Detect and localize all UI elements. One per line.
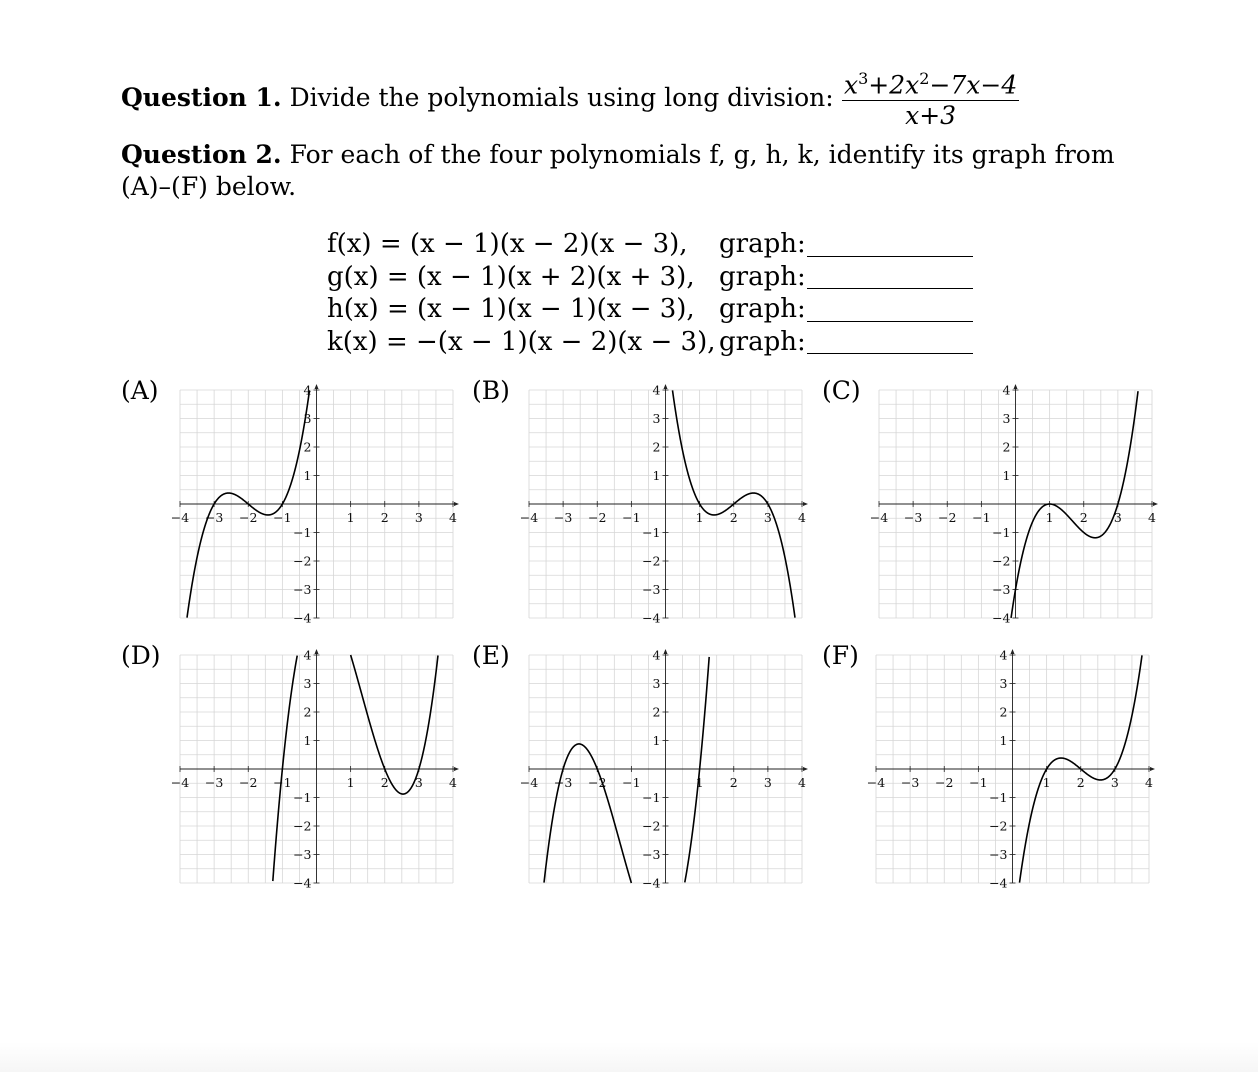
question-2-text: For each of the four polynomials f, g, h, k, identify its graph from (A)–(F) below. (121, 140, 1115, 201)
x-tick-label: 4 (1148, 510, 1156, 525)
equation-row-h (327, 293, 973, 326)
x-tick-label: −1 (273, 510, 292, 525)
x-tick-label: 3 (763, 510, 772, 525)
x-tick-label: 3 (1110, 775, 1119, 790)
y-tick-label: −1 (293, 525, 312, 540)
polynomial-curve (544, 657, 709, 883)
answer-blank-k[interactable] (807, 329, 973, 354)
x-tick-label: −2 (239, 510, 258, 525)
x-tick-label: −2 (239, 775, 258, 790)
x-axis-arrow (803, 767, 808, 771)
x-axis-arrow (454, 502, 459, 506)
fraction-denominator: x+3 (905, 101, 957, 131)
x-tick-label: −1 (622, 510, 641, 525)
y-tick-label: −2 (989, 818, 1008, 834)
y-tick-label: 3 (652, 411, 661, 426)
x-tick-label: −2 (588, 510, 607, 525)
plot-area (171, 383, 459, 626)
x-tick-label: −1 (622, 775, 641, 790)
y-tick-label: 3 (303, 411, 312, 426)
graph-label: graph: (719, 326, 806, 357)
equation-row-g (327, 261, 973, 294)
y-tick-label: 4 (999, 647, 1008, 663)
x-tick-label: −3 (903, 510, 923, 525)
y-tick-label: 2 (1002, 439, 1011, 455)
y-tick-label: 1 (652, 468, 661, 483)
polynomial-curve (1011, 391, 1138, 618)
graph-e (519, 645, 815, 895)
graph-d (170, 645, 466, 895)
x-axis-arrow (803, 502, 808, 506)
y-tick-label: −2 (992, 553, 1011, 569)
y-tick-label: −4 (989, 875, 1008, 891)
y-tick-label: −4 (293, 875, 312, 891)
y-tick-label: −3 (293, 847, 312, 862)
y-tick-label: −1 (992, 525, 1011, 540)
equation-row-f (327, 228, 973, 261)
answer-blank-h[interactable] (807, 297, 973, 322)
y-tick-label: −3 (642, 847, 661, 862)
equation-row-k (327, 326, 973, 359)
x-tick-label: 2 (1076, 775, 1085, 790)
x-tick-label: 2 (729, 775, 738, 790)
y-tick-label: −1 (642, 790, 661, 805)
x-tick-label: −3 (553, 775, 573, 790)
plot-area (867, 648, 1155, 891)
graph-a (170, 380, 466, 630)
question-2 (121, 139, 1166, 203)
plot-area (520, 383, 808, 626)
y-axis-arrow (315, 384, 319, 389)
graph-c (869, 380, 1165, 630)
graph-label-c: (C) (822, 376, 861, 405)
answer-blank-g[interactable] (807, 264, 973, 289)
y-tick-label: 1 (1002, 468, 1011, 483)
y-tick-label: −2 (293, 553, 312, 569)
x-tick-label: 4 (449, 775, 457, 790)
x-tick-label: 4 (798, 775, 806, 790)
x-tick-label: 1 (695, 775, 704, 790)
x-axis-arrow (1153, 502, 1158, 506)
equation-g: g(x) = (x − 1)(x + 2)(x + 3), (327, 261, 695, 292)
y-tick-label: 3 (652, 676, 661, 691)
y-tick-label: 3 (1002, 411, 1011, 426)
y-tick-label: 1 (999, 733, 1008, 748)
y-tick-label: 2 (303, 704, 312, 720)
fraction-numerator: $x^3+2x^2-7x-4$ (842, 64, 1019, 101)
x-tick-label: 2 (380, 775, 389, 790)
y-tick-label: −4 (642, 610, 661, 626)
x-tick-label: 2 (1079, 510, 1088, 525)
x-tick-label: −1 (273, 775, 292, 790)
x-tick-label: −3 (553, 510, 573, 525)
y-tick-label: −3 (992, 582, 1011, 597)
question-2-label: Question 2. (121, 140, 282, 169)
y-tick-label: −1 (989, 790, 1008, 805)
x-tick-label: −1 (969, 775, 988, 790)
division-fraction (842, 64, 1019, 131)
y-tick-label: −3 (989, 847, 1008, 862)
x-tick-label: 2 (729, 510, 738, 525)
x-tick-label: 3 (414, 775, 423, 790)
y-tick-label: 1 (303, 733, 312, 748)
graph-label: graph: (719, 294, 806, 325)
x-tick-label: −2 (935, 775, 954, 790)
graph-label-a: (A) (121, 376, 159, 405)
x-tick-label: −4 (170, 775, 190, 790)
x-tick-label: −3 (204, 775, 224, 790)
question-1 (121, 82, 834, 114)
x-tick-label: 1 (695, 510, 704, 525)
y-tick-label: 4 (303, 647, 312, 663)
x-tick-label: −2 (588, 775, 607, 790)
y-tick-label: −4 (642, 875, 661, 891)
y-tick-label: −4 (992, 610, 1011, 626)
y-tick-label: 1 (303, 468, 312, 483)
x-tick-label: 4 (449, 510, 457, 525)
x-tick-label: −2 (938, 510, 957, 525)
equation-f: f(x) = (x − 1)(x − 2)(x − 3), (327, 229, 688, 260)
question-1-text: Divide the polynomials using long division: (289, 83, 834, 112)
y-tick-label: 3 (999, 676, 1008, 691)
y-tick-label: −1 (642, 525, 661, 540)
x-tick-label: −1 (972, 510, 991, 525)
y-axis-arrow (1014, 384, 1018, 389)
y-tick-label: −1 (293, 790, 312, 805)
graph-label: graph: (719, 261, 806, 292)
y-tick-label: 2 (652, 704, 661, 720)
plot-area (171, 648, 459, 891)
x-axis-arrow (1150, 767, 1155, 771)
x-tick-label: 4 (798, 510, 806, 525)
y-tick-label: 4 (1002, 382, 1011, 398)
y-tick-label: −2 (642, 818, 661, 834)
page-bottom-edge (0, 1042, 1258, 1072)
y-tick-label: 2 (303, 439, 312, 455)
question-1-label: Question 1. (121, 83, 282, 112)
x-tick-label: −4 (170, 510, 190, 525)
x-tick-label: 3 (763, 775, 772, 790)
x-tick-label: −4 (869, 510, 889, 525)
x-tick-label: −4 (519, 510, 539, 525)
y-axis-arrow (315, 649, 319, 654)
x-axis-arrow (454, 767, 459, 771)
equation-k: k(x) = −(x − 1)(x − 2)(x − 3), (327, 326, 716, 357)
y-axis-arrow (664, 384, 668, 389)
x-tick-label: 2 (380, 510, 389, 525)
x-tick-label: 4 (1145, 775, 1153, 790)
graph-label-b: (B) (472, 376, 510, 405)
x-tick-label: −4 (519, 775, 539, 790)
graph-label: graph: (719, 229, 806, 260)
x-tick-label: −3 (900, 775, 920, 790)
y-axis-arrow (664, 649, 668, 654)
x-tick-label: −3 (204, 510, 224, 525)
graph-label-d: (D) (121, 641, 161, 670)
y-tick-label: 4 (303, 382, 312, 398)
graph-b (519, 380, 815, 630)
graph-f (866, 645, 1162, 895)
x-tick-label: 3 (414, 510, 423, 525)
graph-label-e: (E) (472, 641, 510, 670)
y-tick-label: −3 (642, 582, 661, 597)
x-tick-label: 1 (346, 510, 355, 525)
y-tick-label: 3 (303, 676, 312, 691)
y-axis-arrow (1011, 649, 1015, 654)
y-tick-label: −2 (642, 553, 661, 569)
y-tick-label: 1 (652, 733, 661, 748)
polynomial-list (327, 228, 973, 358)
x-tick-label: −4 (866, 775, 886, 790)
graph-label-f: (F) (822, 641, 859, 670)
y-tick-label: −4 (293, 610, 312, 626)
y-tick-label: 2 (652, 439, 661, 455)
y-tick-label: 2 (999, 704, 1008, 720)
plot-area (520, 648, 808, 891)
equation-h: h(x) = (x − 1)(x − 1)(x − 3), (327, 294, 695, 325)
plot-area (870, 383, 1158, 626)
y-tick-label: −3 (293, 582, 312, 597)
y-tick-label: −2 (293, 818, 312, 834)
answer-blank-f[interactable] (807, 232, 973, 257)
y-tick-label: 4 (652, 382, 661, 398)
x-tick-label: 1 (1045, 510, 1054, 525)
y-tick-label: 4 (652, 647, 661, 663)
x-tick-label: 3 (1113, 510, 1122, 525)
x-tick-label: 1 (1042, 775, 1051, 790)
x-tick-label: 1 (346, 775, 355, 790)
